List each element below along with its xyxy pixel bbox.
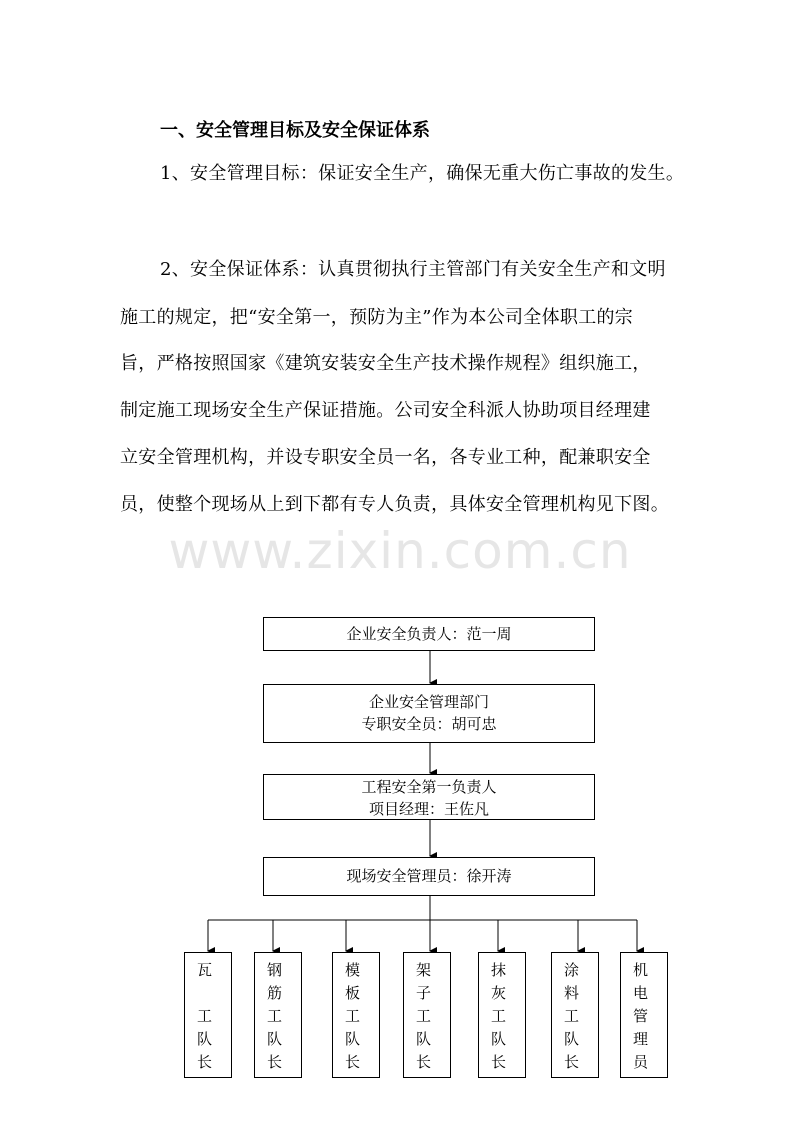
- team-box-electromechanical: [620, 952, 668, 1078]
- team-box-coating: [551, 952, 599, 1078]
- paragraph-line: 立安全管理机构，并设专职安全员一名，各专业工种，配兼职安全: [120, 447, 651, 468]
- org-box-label: 工程安全第一负责人: [361, 778, 497, 796]
- org-box-label: 项目经理：王佐凡: [368, 800, 489, 818]
- team-label-char: 队: [197, 1030, 213, 1048]
- team-label-char: 队: [267, 1030, 283, 1048]
- team-label-char: 涂: [564, 961, 580, 979]
- team-label-char: 瓦: [197, 961, 213, 979]
- team-label-char: 灰: [491, 984, 507, 1002]
- team-label-char: 板: [345, 984, 361, 1002]
- team-label-char: 机: [633, 961, 649, 979]
- team-label-char: 长: [564, 1053, 580, 1071]
- team-label-char: 电: [633, 984, 649, 1002]
- team-label-char: 筋: [267, 984, 283, 1002]
- paragraph-line: 1、安全管理目标：保证安全生产，确保无重大伤亡事故的发生。: [160, 163, 685, 184]
- team-label-char: 工: [416, 1007, 432, 1025]
- team-label-char: 钢: [267, 961, 283, 979]
- paragraph-line: 员，使整个现场从上到下都有专人负责，具体安全管理机构见下图。: [120, 494, 669, 515]
- team-label-char: 长: [416, 1053, 432, 1071]
- org-box-enterprise-safety-leader: [263, 617, 595, 651]
- org-box-project-safety-leader: [263, 774, 595, 820]
- team-label-char: 队: [491, 1030, 507, 1048]
- team-label-char: 工: [197, 1007, 213, 1025]
- team-box-plastering: [478, 952, 526, 1078]
- watermark: www.zixin.com.cn: [168, 522, 632, 580]
- team-label-char: 子: [416, 984, 432, 1002]
- org-box-label: 企业安全负责人：范一周: [346, 625, 512, 643]
- paragraph-line: 旨，严格按照国家《建筑安装安全生产技术操作规程》组织施工，: [120, 353, 651, 374]
- team-label-char: 长: [345, 1053, 361, 1071]
- team-box-formwork: [332, 952, 380, 1078]
- paragraph-line: 施工的规定，把“安全第一，预防为主”作为本公司全体职工的宗: [120, 307, 634, 328]
- team-label-char: 队: [416, 1030, 432, 1048]
- org-box-safety-department: [263, 684, 595, 743]
- team-label-char: 料: [564, 984, 580, 1002]
- team-label-char: 模: [345, 961, 361, 979]
- team-label-char: [197, 982, 231, 1005]
- team-label-char: 队: [564, 1030, 580, 1048]
- team-label-char: 抹: [491, 961, 507, 979]
- team-box-rebar: [254, 952, 302, 1078]
- team-label-char: 工: [267, 1007, 283, 1025]
- team-box-scaffolding: [403, 952, 451, 1078]
- org-box-label: 企业安全管理部门: [368, 693, 489, 711]
- team-label-char: 队: [345, 1030, 361, 1048]
- team-box-tile: [184, 952, 232, 1078]
- team-label-char: 员: [633, 1053, 649, 1071]
- team-label-char: 架: [416, 961, 432, 979]
- section-heading: 一、安全管理目标及安全保证体系: [160, 120, 430, 141]
- team-label-char: 工: [491, 1007, 507, 1025]
- team-label-char: 工: [345, 1007, 361, 1025]
- org-box-label: 专职安全员：胡可忠: [361, 715, 497, 733]
- team-label-char: 管: [633, 1007, 649, 1025]
- paragraph-line: 2、安全保证体系：认真贯彻执行主管部门有关安全生产和文明: [160, 259, 666, 280]
- team-label-char: 理: [633, 1030, 649, 1048]
- team-label-char: 长: [197, 1053, 213, 1071]
- team-label-char: 长: [491, 1053, 507, 1071]
- team-label-char: 长: [267, 1053, 283, 1071]
- team-label-char: 工: [564, 1007, 580, 1025]
- org-box-label: 现场安全管理员：徐开涛: [346, 867, 512, 885]
- paragraph-line: 制定施工现场安全生产保证措施。公司安全科派人协助项目经理建: [120, 400, 651, 421]
- org-box-site-safety-manager: [263, 857, 595, 896]
